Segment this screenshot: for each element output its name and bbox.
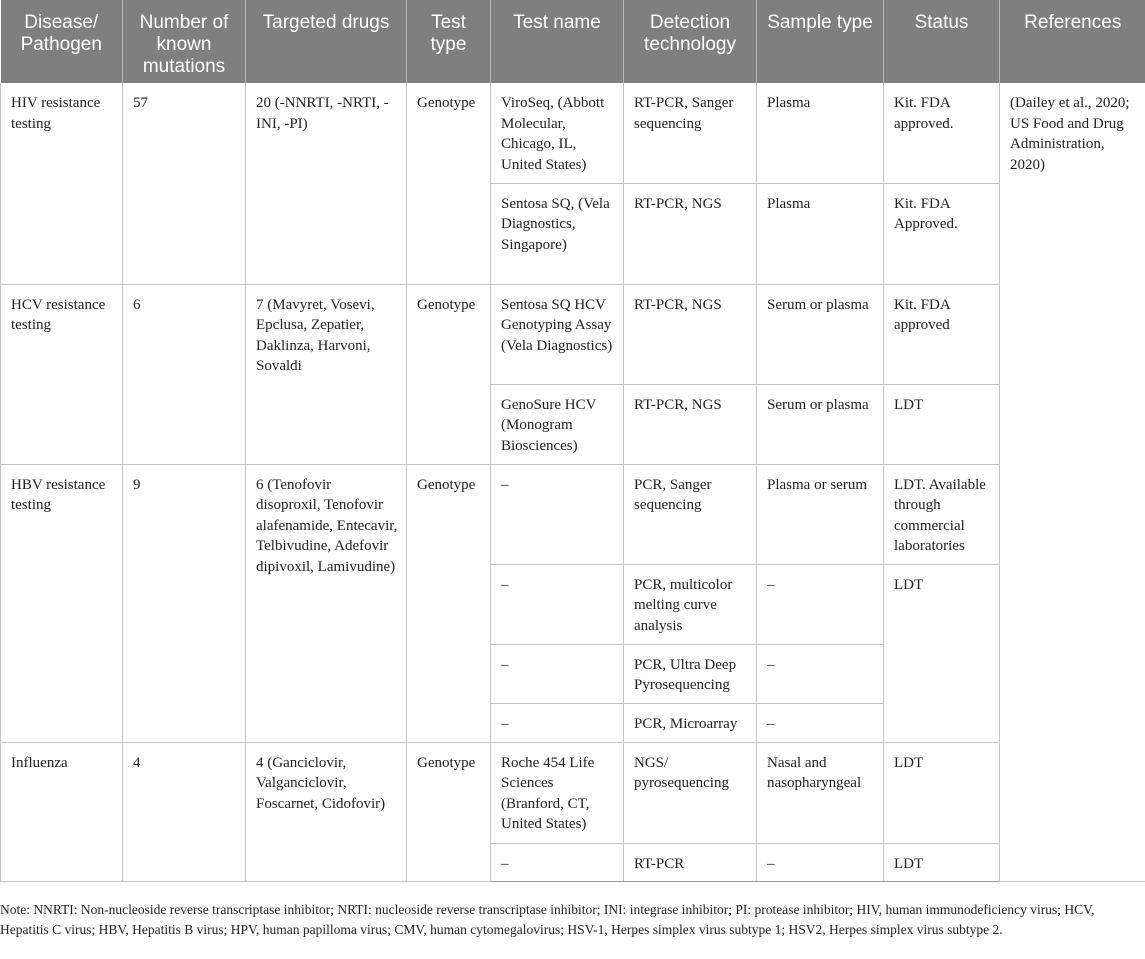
sample-cell: –	[757, 703, 884, 742]
status-cell: Kit. FDA approved	[884, 284, 1000, 384]
technology-cell: PCR, Sanger sequencing	[624, 464, 757, 564]
test-name-cell: Roche 454 Life Sciences (Branford, CT, United States)	[491, 742, 624, 843]
header-test-type: Test type	[407, 0, 491, 83]
header-targeted-drugs: Targeted drugs	[246, 0, 407, 83]
test-type-cell: Genotype	[407, 83, 491, 284]
status-cell: LDT. Available through commercial laboratories	[884, 464, 1000, 564]
sample-cell: Nasal and nasopharyngeal	[757, 742, 884, 843]
status-cell: LDT	[884, 843, 1000, 881]
sample-cell: –	[757, 644, 884, 703]
sample-cell: Serum or plasma	[757, 384, 884, 464]
header-status: Status	[884, 0, 1000, 83]
technology-cell: RT-PCR, NGS	[624, 284, 757, 384]
test-type-cell: Genotype	[407, 284, 491, 464]
status-cell: Kit. FDA approved.	[884, 83, 1000, 183]
technology-cell: NGS/ pyrosequencing	[624, 742, 757, 843]
test-name-cell: –	[491, 464, 624, 564]
test-name-cell: –	[491, 843, 624, 881]
table-row	[1, 742, 1145, 843]
sample-cell: Plasma	[757, 83, 884, 183]
sample-cell: Plasma	[757, 183, 884, 284]
references-cell: (Dailey et al., 2020; US Food and Drug Administration, 2020)	[1000, 83, 1145, 881]
sample-cell: Plasma or serum	[757, 464, 884, 564]
table-row	[1, 284, 1145, 384]
sample-cell: –	[757, 564, 884, 644]
drugs-cell: 6 (Tenofovir disoproxil, Tenofovir alafenamide, Entecavir, Telbivudine, Adefovir dipivoxil, Lamivudine)	[246, 464, 407, 742]
header-sample-type: Sample type	[757, 0, 884, 83]
mutations-cell: 4	[123, 742, 246, 881]
test-name-cell: –	[491, 644, 624, 703]
test-name-cell: GenoSure HCV (Monogram Biosciences)	[491, 384, 624, 464]
test-type-cell: Genotype	[407, 464, 491, 742]
status-cell: LDT	[884, 742, 1000, 843]
technology-cell: RT-PCR, NGS	[624, 183, 757, 284]
status-cell: Kit. FDA Approved.	[884, 183, 1000, 284]
header-detection-technology: Detection technology	[624, 0, 757, 83]
header-test-name: Test name	[491, 0, 624, 83]
sample-cell: Serum or plasma	[757, 284, 884, 384]
test-name-cell: ViroSeq, (Abbott Molecular, Chicago, IL, United States)	[491, 83, 624, 183]
test-type-cell: Genotype	[407, 742, 491, 881]
mutations-cell: 6	[123, 284, 246, 464]
technology-cell: PCR, Microarray	[624, 703, 757, 742]
disease-cell: HCV resistance testing	[1, 284, 123, 464]
disease-cell: Influenza	[1, 742, 123, 881]
disease-cell: HBV resistance testing	[1, 464, 123, 742]
test-name-cell: –	[491, 564, 624, 644]
status-cell: LDT	[884, 384, 1000, 464]
test-name-cell: Sentosa SQ HCV Genotyping Assay (Vela Diagnostics)	[491, 284, 624, 384]
test-name-cell: –	[491, 703, 624, 742]
table-footnote: Note: NNRTI: Non-nucleoside reverse transcriptase inhibitor; NRTI: nucleoside reverse transcriptase inhibitor; INI: integrase inhibitor; PI: protease inhibitor; HIV, human immunodeficiency virus; HCV, Hepatitis C virus; HBV, Hepatitis B virus; HPV, human papilloma virus; CMV, human cytomegalovirus; HSV-1, Herpes simplex virus subtype 1; HSV2, Herpes simplex virus subtype 2.	[0, 902, 1095, 937]
technology-cell: RT-PCR	[624, 843, 757, 881]
technology-cell: RT-PCR, NGS	[624, 384, 757, 464]
test-name-cell: Sentosa SQ, (Vela Diagnostics, Singapore)	[491, 183, 624, 284]
drugs-cell: 20 (-NNRTI, -NRTI, -INI, -PI)	[246, 83, 407, 284]
header-disease: Disease/ Pathogen	[1, 0, 123, 83]
drugs-cell: 7 (Mavyret, Vosevi, Epclusa, Zepatier, Daklinza, Harvoni, Sovaldi	[246, 284, 407, 464]
header-mutations: Number of known mutations	[123, 0, 246, 83]
drugs-cell: 4 (Ganciclovir, Valganciclovir, Foscarnet, Cidofovir)	[246, 742, 407, 881]
table-header-row	[1, 0, 1145, 83]
status-cell: LDT	[884, 564, 1000, 742]
table-row	[1, 464, 1145, 564]
technology-cell: RT-PCR, Sanger sequencing	[624, 83, 757, 183]
header-references: References	[1000, 0, 1145, 83]
disease-cell: HIV resistance testing	[1, 83, 123, 284]
technology-cell: PCR, Ultra Deep Pyrosequencing	[624, 644, 757, 703]
sample-cell: –	[757, 843, 884, 881]
mutations-cell: 9	[123, 464, 246, 742]
technology-cell: PCR, multicolor melting curve analysis	[624, 564, 757, 644]
mutations-cell: 57	[123, 83, 246, 284]
table-row	[1, 83, 1145, 183]
